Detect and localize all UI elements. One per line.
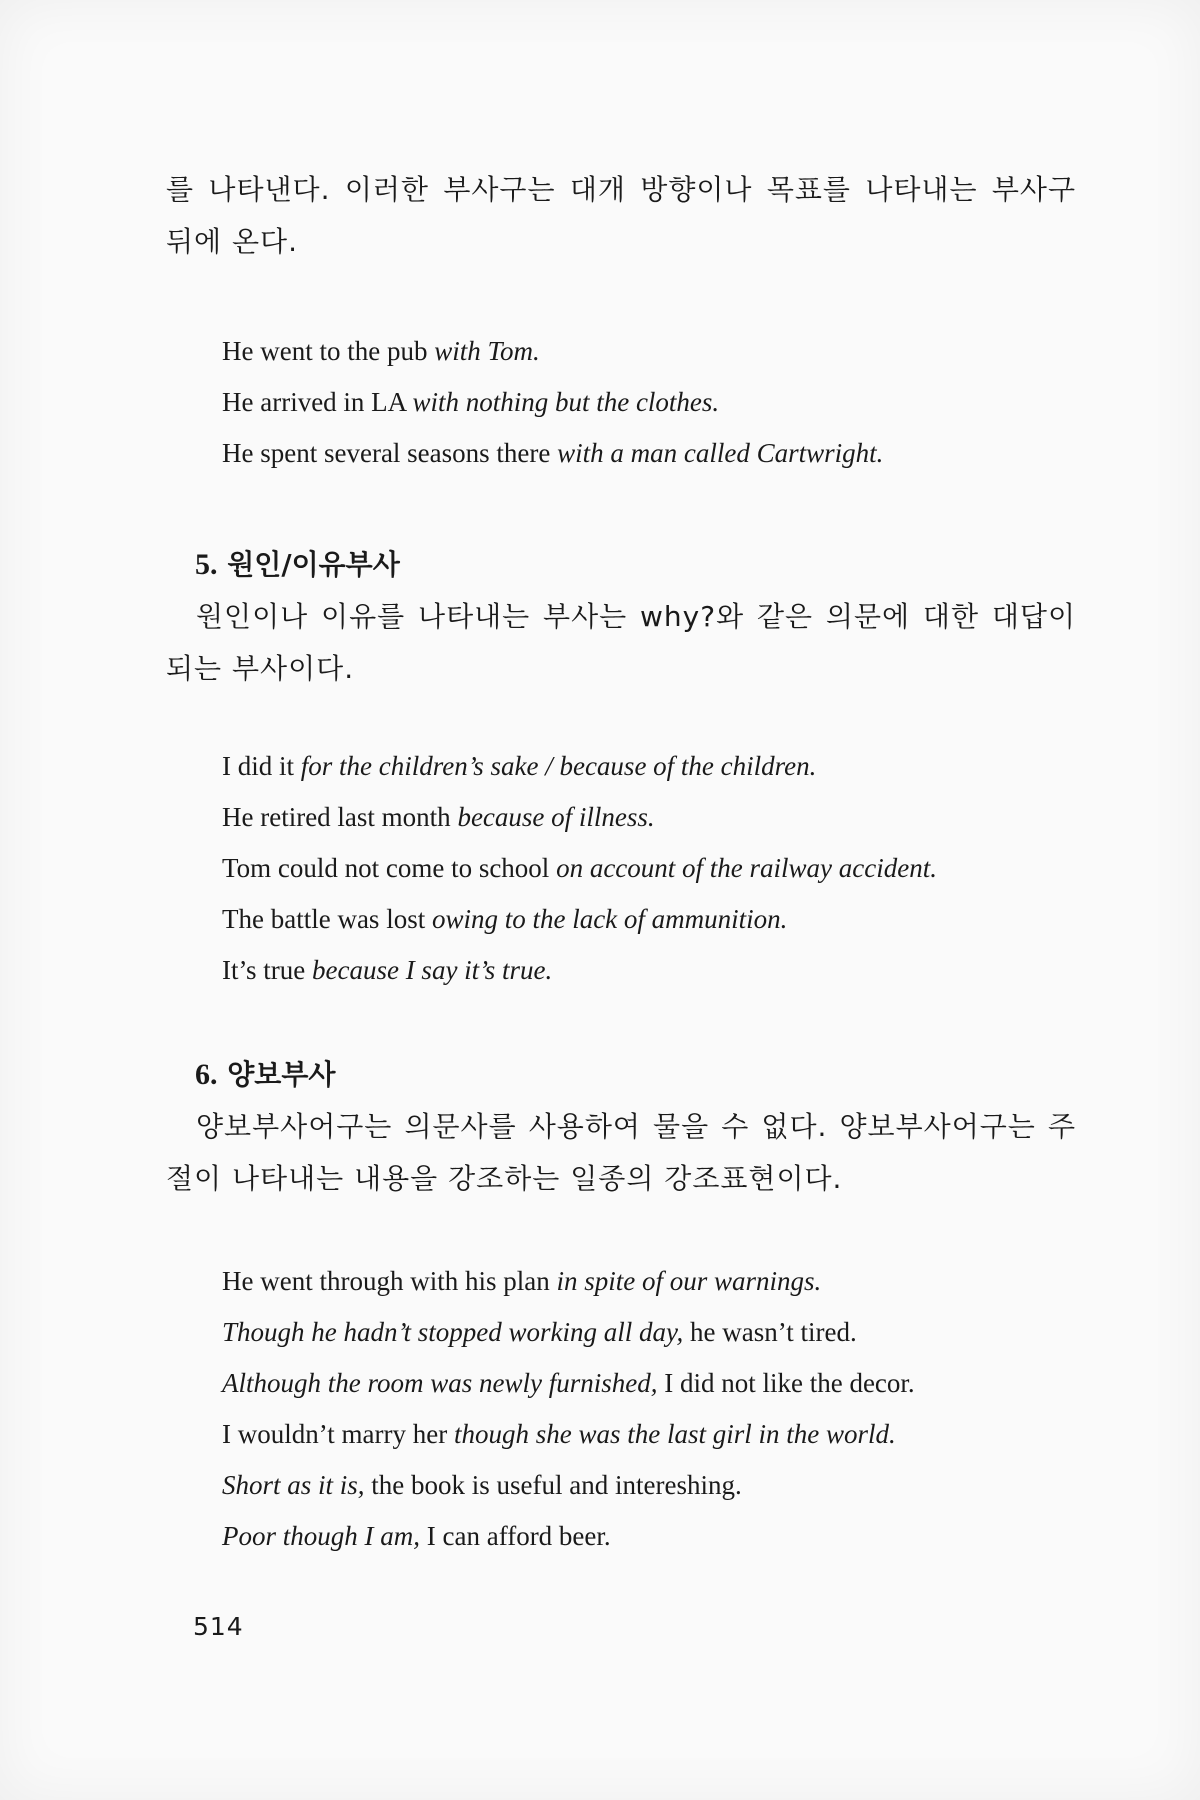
example-sentence: The battle was lost owing to the lack of ammunition. bbox=[222, 904, 788, 934]
example-sentence: Although the room was newly furnished, I did not like the decor. bbox=[222, 1368, 915, 1398]
section-5-heading bbox=[195, 545, 400, 585]
page-number: 514 bbox=[193, 1612, 244, 1641]
example-sentence: He spent several seasons there with a man called Cartwright. bbox=[222, 438, 884, 468]
section-number: 5. bbox=[195, 548, 218, 581]
section-title: 양보부사 bbox=[227, 1058, 336, 1091]
section-6-body: 양보부사어구는 의문사를 사용하여 물을 수 없다. 양보부사어구는 주절이 나타내는 내용을 강조하는 일종의 강조표현이다. bbox=[166, 1110, 1076, 1195]
with-examples-list bbox=[222, 326, 883, 479]
example-sentence: Though he hadn’t stopped working all day, he wasn’t tired. bbox=[222, 1317, 857, 1347]
section-title: 원인/이유부사 bbox=[227, 548, 400, 581]
example-sentence: He retired last month because of illness. bbox=[222, 802, 655, 832]
reason-examples-list bbox=[222, 741, 937, 996]
section-6-heading bbox=[195, 1055, 335, 1095]
example-sentence: Poor though I am, I can afford beer. bbox=[222, 1521, 611, 1551]
example-sentence: I wouldn’t marry her though she was the last girl in the world. bbox=[222, 1419, 896, 1449]
intro-paragraph: 를 나타낸다. 이러한 부사구는 대개 방향이나 목표를 나타내는 부사구 뒤에 온다. bbox=[166, 173, 1076, 258]
example-sentence: Tom could not come to school on account of the railway accident. bbox=[222, 853, 937, 883]
section-5-body: 원인이나 이유를 나타내는 부사는 why?와 같은 의문에 대한 대답이 되는 부사이다. bbox=[166, 600, 1076, 685]
example-sentence: Short as it is, the book is useful and intereshing. bbox=[222, 1470, 742, 1500]
example-sentence: It’s true because I say it’s true. bbox=[222, 955, 553, 985]
concession-examples-list bbox=[222, 1256, 915, 1562]
section-number: 6. bbox=[195, 1058, 218, 1091]
example-sentence: He went through with his plan in spite of our warnings. bbox=[222, 1266, 822, 1296]
example-sentence: He went to the pub with Tom. bbox=[222, 336, 540, 366]
example-sentence: He arrived in LA with nothing but the clothes. bbox=[222, 387, 720, 417]
example-sentence: I did it for the children’s sake / because of the children. bbox=[222, 751, 817, 781]
